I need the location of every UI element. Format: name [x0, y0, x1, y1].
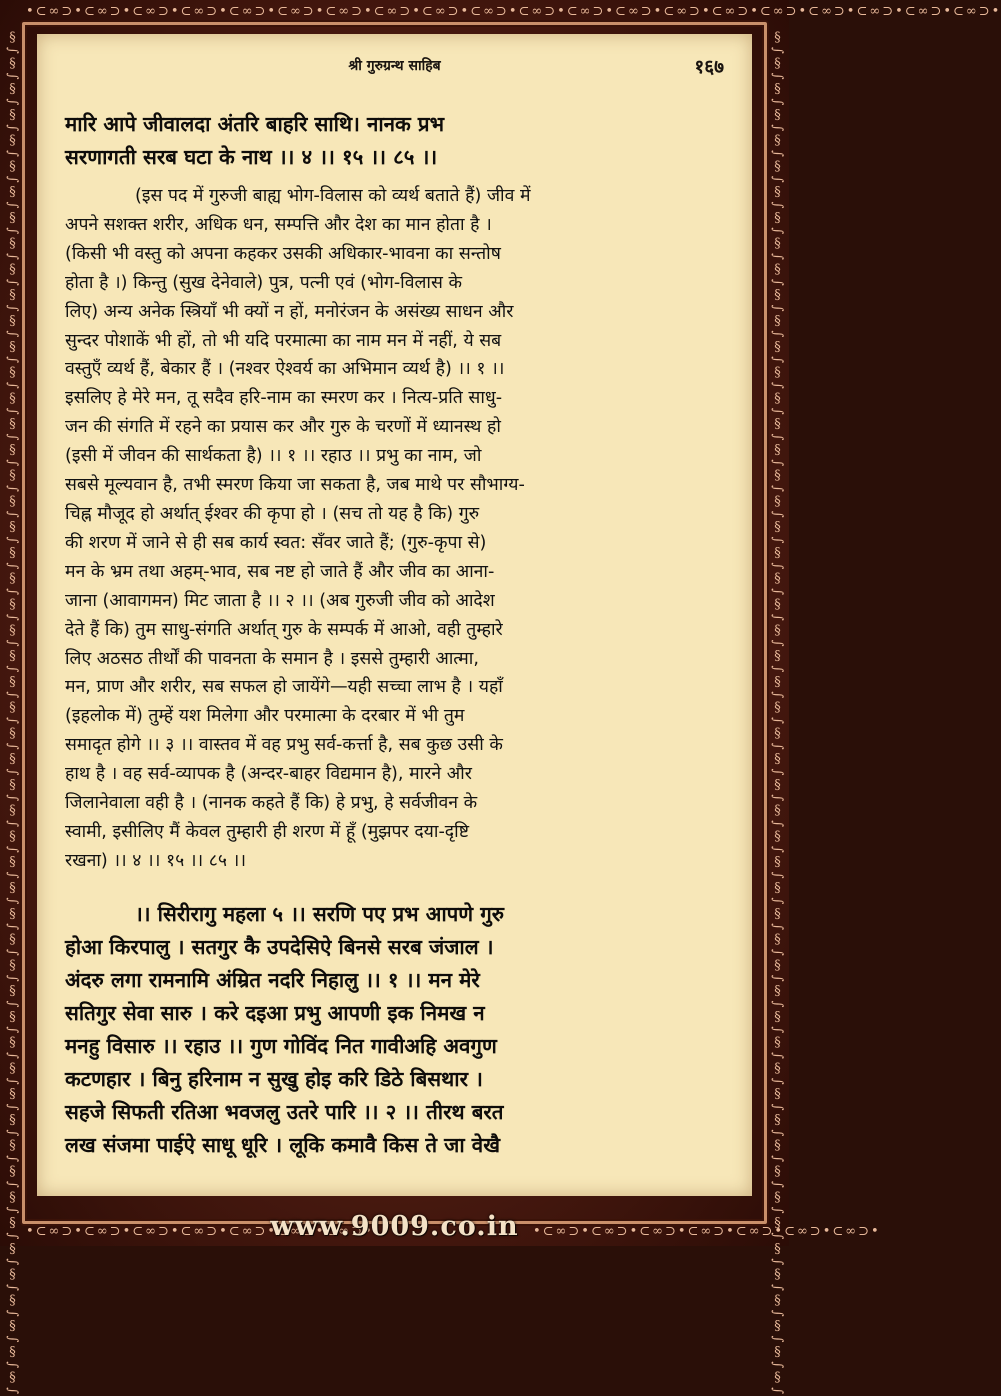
- commentary-line: (इसी में जीवन की सार्थकता है) ।। १ ।। रहाउ ।। प्रभु का नाम, जो: [65, 446, 482, 467]
- commentary-line: लिए) अन्य अनेक स्त्रियाँ भी क्यों न हों, मनोरंजन के असंख्य साधन और: [65, 301, 514, 322]
- commentary-line: रखना) ।। ४ ।। १५ ।। ८५ ।।: [65, 850, 247, 871]
- commentary-line: समादृत होगे ।। ३ ।। वास्तव में वह प्रभु सर्व-कर्त्ता है, सब कुछ उसी के: [65, 735, 503, 756]
- commentary-line: की शरण में जाने से ही सब कार्य स्वत: सँवर जाते हैं; (गुरु-कृपा से): [65, 532, 487, 553]
- commentary-line: स्वामी, इसीलिए मैं केवल तुम्हारी ही शरण में हूँ (मुझपर दया-दृष्टि: [65, 821, 469, 842]
- top-border-ornament: •⊂∞⊃•⊂∞⊃•⊂∞⊃•⊂∞⊃•⊂∞⊃•⊂∞⊃•⊂∞⊃•⊂∞⊃•⊂∞⊃•⊂∞⊃•⊂∞⊃•⊂∞⊃•⊂∞⊃•⊂∞⊃•⊂∞⊃•⊂∞⊃•⊂∞⊃•⊂∞⊃•⊂∞⊃•⊂∞⊃•: [26, 4, 1001, 19]
- commentary-line: सबसे मूल्यवान है, तभी स्मरण किया जा सकता है, जब माथे पर सौभाग्य-: [65, 475, 525, 496]
- commentary-line: देते हैं कि) तुम साधु-संगति अर्थात् गुरु के सम्पर्क में आओ, वही तुम्हारे: [65, 619, 503, 640]
- commentary-line: जिलानेवाला वही है । (नानक कहते हैं कि) हे प्रभु, हे सर्वजीवन के: [65, 793, 478, 814]
- scripture-page: [37, 34, 752, 1196]
- verse-line: ।। सिरीरागु महला ५ ।। सरणि पए प्रभ आपणे गुरु: [135, 902, 505, 926]
- verse-line: सरणागती सरब घटा के नाथ ।। ४ ।। १५ ।। ८५ ।।: [65, 145, 438, 169]
- bottom-right-border-ornament: •⊂∞⊃•⊂∞⊃•⊂∞⊃•⊂∞⊃•⊂∞⊃•⊂∞⊃•⊂∞⊃•: [533, 1224, 881, 1239]
- commentary-line: होता है ।) किन्तु (सुख देनेवाले) पुत्र, पत्नी एवं (भोग-विलास के: [65, 272, 462, 293]
- commentary-line: मन के भ्रम तथा अहम्-भाव, सब नष्ट हो जाते हैं और जीव का आना-: [65, 561, 495, 582]
- right-border-ornament: §∫§∫§∫§∫§∫§∫§∫§∫§∫§∫§∫§∫§∫§∫§∫§∫§∫§∫§∫§∫§∫§∫§∫§∫§∫§∫§∫§∫§∫§∫§∫§∫§∫§∫§∫§∫§∫§∫§∫§∫§∫§∫§∫§∫§∫§∫§∫§∫§∫§∫§∫§∫§∫: [770, 30, 785, 1396]
- commentary-line: मन, प्राण और शरीर, सब सफल हो जायेंगे—यही सच्चा लाभ है । यहाँ: [65, 677, 503, 698]
- commentary-line: चिह्न मौजूद हो अर्थात् ईश्वर की कृपा हो । (सच तो यह है कि) गुरु: [65, 503, 480, 524]
- page-number: १६७: [694, 56, 724, 78]
- page-header: [37, 56, 752, 80]
- hindi-commentary: [65, 182, 724, 876]
- commentary-line: (इस पद में गुरुजी बाह्य भोग-विलास को व्यर्थ बताते हैं) जीव में: [135, 186, 531, 206]
- verse-line: मारि आपे जीवालदा अंतरि बाहरि साथि। नानक प्रभ: [65, 112, 445, 136]
- verse-line: सतिगुर सेवा सारु । करे दइआ प्रभु आपणी इक निमख न: [65, 1001, 485, 1025]
- commentary-line: हाथ है । वह सर्व-व्यापक है (अन्दर-बाहर विद्यमान है), मारने और: [65, 764, 472, 785]
- commentary-line: (किसी भी वस्तु को अपना कहकर उसकी अधिकार-भावना का सन्तोष: [65, 243, 501, 264]
- commentary-line: (इहलोक में) तुम्हें यश मिलेगा और परमात्मा के दरबार में भी तुम: [65, 706, 465, 727]
- left-border-ornament: §∫§∫§∫§∫§∫§∫§∫§∫§∫§∫§∫§∫§∫§∫§∫§∫§∫§∫§∫§∫§∫§∫§∫§∫§∫§∫§∫§∫§∫§∫§∫§∫§∫§∫§∫§∫§∫§∫§∫§∫§∫§∫§∫§∫§∫§∫§∫§∫§∫§∫§∫§∫§∫: [5, 30, 20, 1396]
- commentary-line: लिए अठसठ तीर्थों की पावनता के समान है । इससे तुम्हारी आत्मा,: [65, 648, 479, 669]
- verse-line: सहजे सिफती रतिआ भवजलु उतरे पारि ।। २ ।। तीरथ बरत: [65, 1100, 504, 1124]
- bottom-left-border-ornament: •⊂∞⊃•⊂∞⊃•⊂∞⊃•⊂∞⊃•⊂∞⊃•⊂∞⊃•⊂∞⊃•: [26, 1224, 374, 1239]
- verse-line: लख संजमा पाईऐ साधू धूरि । लूकि कमावै किस ते जा वेखै: [65, 1133, 500, 1157]
- commentary-line: इसलिए हे मेरे मन, तू सदैव हरि-नाम का स्मरण कर । नित्य-प्रति साधु-: [65, 388, 503, 409]
- book-title: श्री गुरुग्रन्थ साहिब: [348, 58, 441, 74]
- verse-line: मनहु विसारु ।। रहाउ ।। गुण गोविंद नित गावीअहि अवगुण: [65, 1034, 497, 1058]
- commentary-line: अपने सशक्त शरीर, अधिक धन, सम्पत्ति और देश का मान होता है ।: [65, 214, 492, 235]
- verse-line: अंदरु लगा रामनामि अंम्रित नदरि निहालु ।। १ ।। मन मेरे: [65, 968, 480, 992]
- commentary-line: जन की संगति में रहने का प्रयास कर और गुरु के चरणों में ध्यानस्थ हो: [65, 417, 501, 438]
- gurbani-verse-continuation: [65, 108, 724, 174]
- commentary-line: वस्तुएँ व्यर्थ हैं, बेकार हैं । (नश्वर ऐश्वर्य का अभिमान व्यर्थ है) ।। १ ।।: [65, 359, 505, 380]
- verse-line: कटणहार । बिनु हरिनाम न सुखु होइ करि डिठे बिसथार ।: [65, 1067, 483, 1091]
- commentary-line: जाना (आवागमन) मिट जाता है ।। २ ।। (अब गुरुजी जीव को आदेश: [65, 590, 495, 611]
- website-url: www.9009.co.in: [270, 1211, 519, 1242]
- verse-line: होआ किरपालु । सतगुर कै उपदेसिऐ बिनसे सरब जंजाल ।: [65, 935, 494, 959]
- gurbani-verse-sirirag: [65, 898, 724, 1162]
- commentary-line: सुन्दर पोशाकें भी हों, तो भी यदि परमात्मा का नाम मन में नहीं, ये सब: [65, 330, 502, 351]
